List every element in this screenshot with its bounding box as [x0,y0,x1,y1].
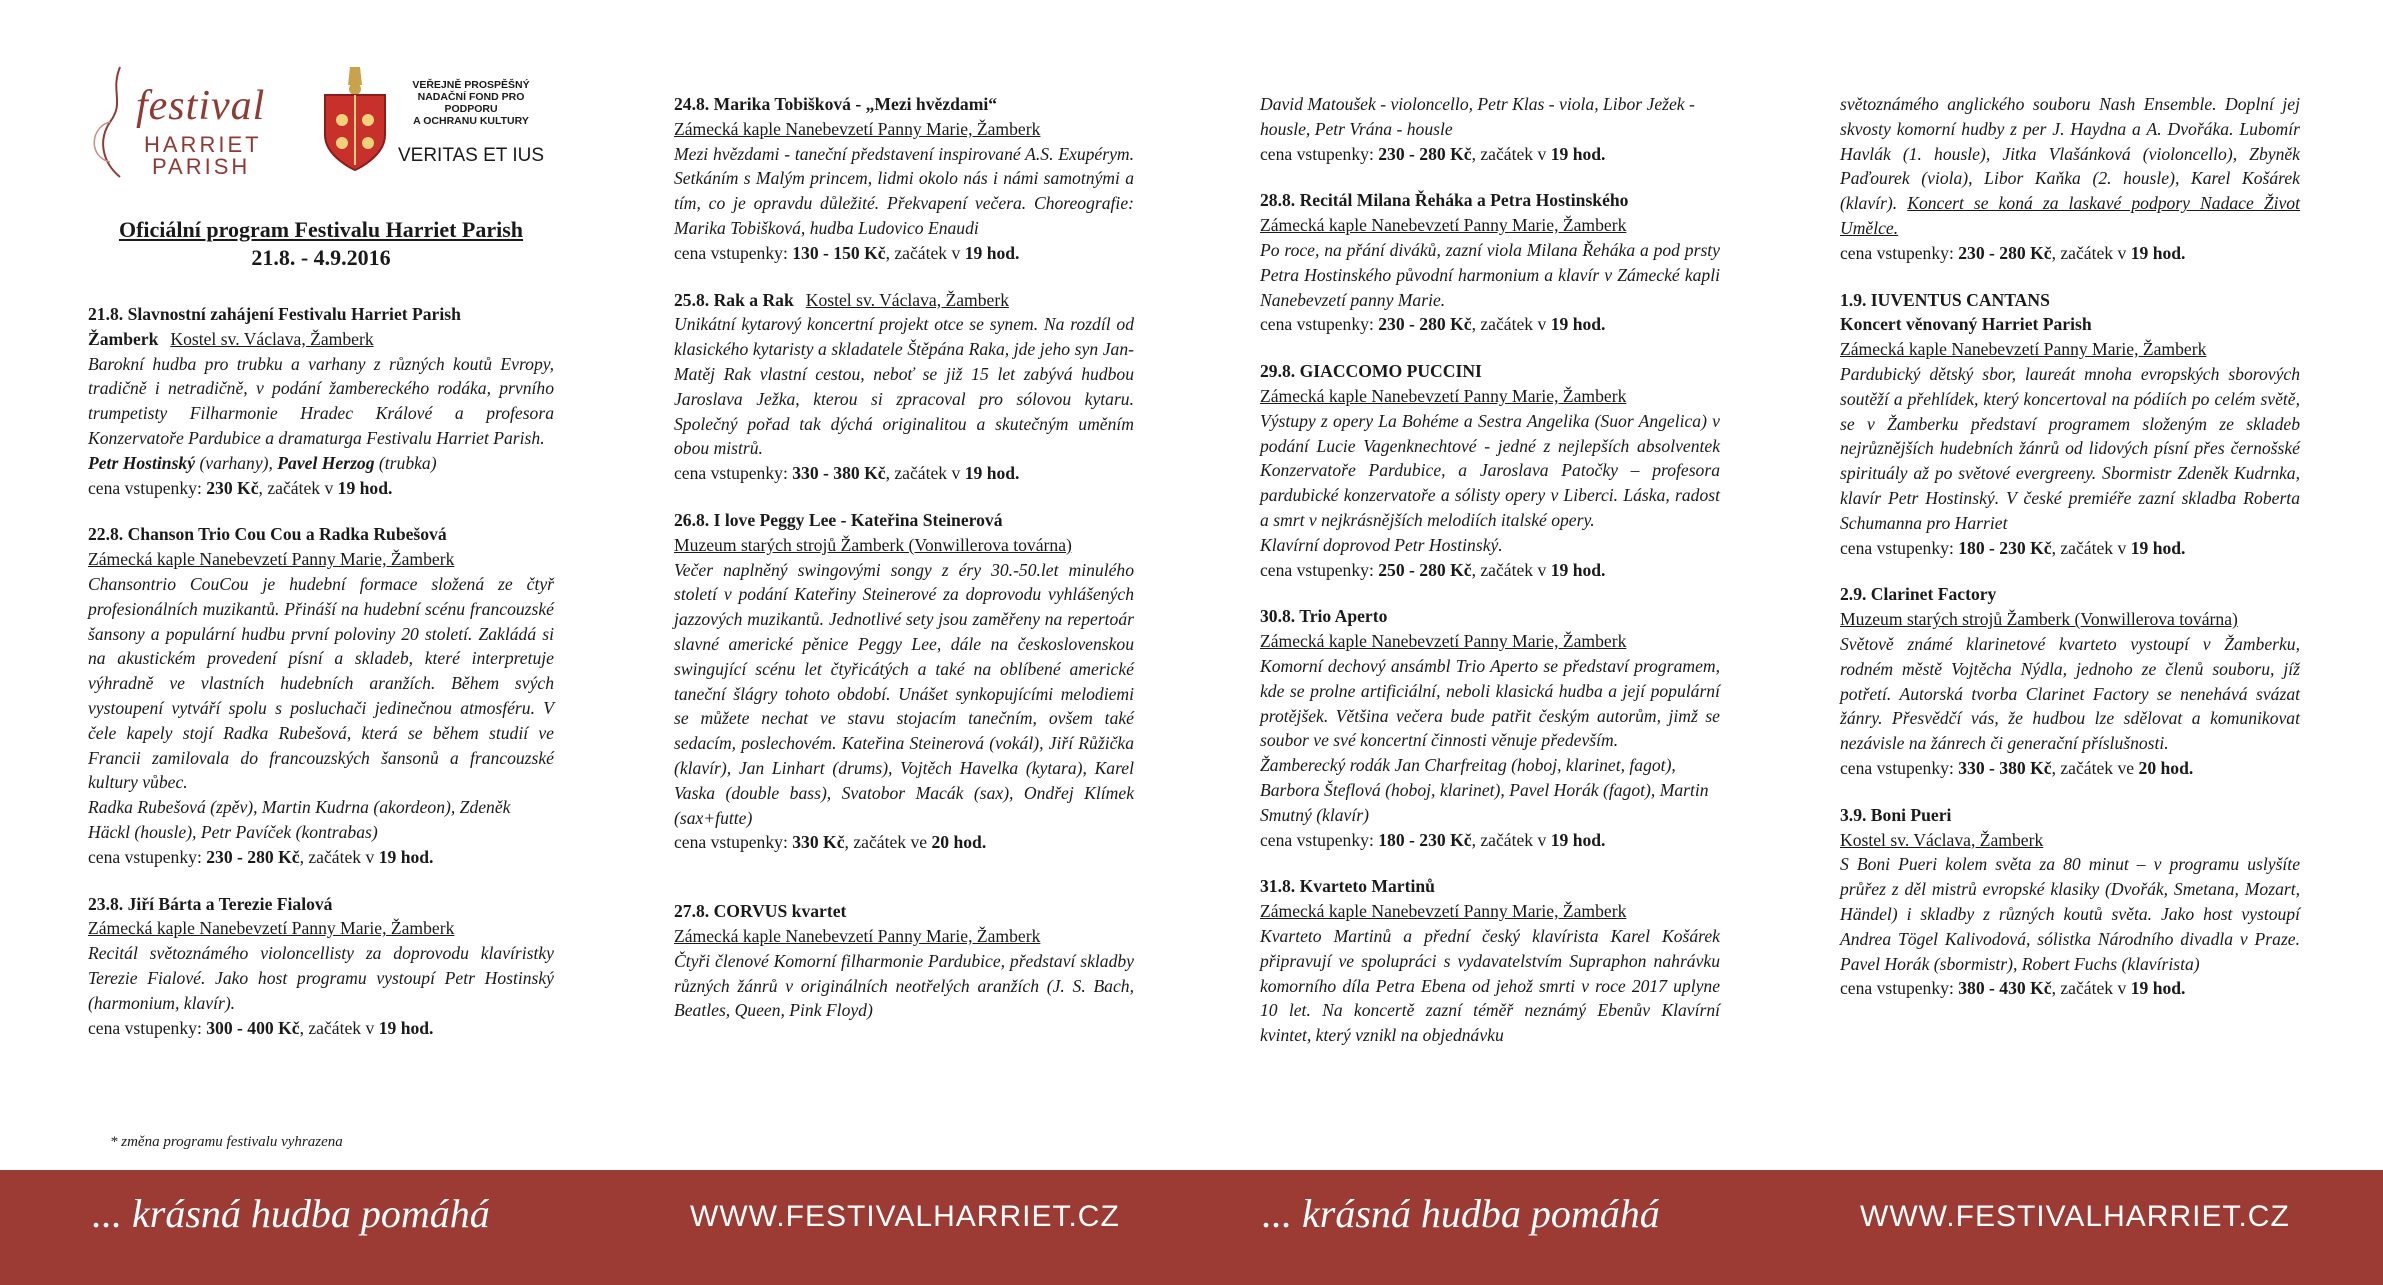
event-title: 25.8. Rak a Rak Kostel sv. Václava, Žamberk [674,289,1010,310]
event-description: Večer naplněný swingovými songy z éry 30.-50.let minulého století v podání Kateřiny Steinerové za doprovodu vyhlášených jazzových muzikantů. Jednotlivé sety jsou zaměřeny na repertoár slavné americké pěnice Peggy Lee, dále na československou swingující scénu let čtyřicátých a také na oblíbené americké taneční šlágry tohoto období. Unášet synkopujícími melodiemi se můžete nechat ve stavu stojacím tanečním, ovšem také sedacím, poslechovém. Kateřina Steinerová (vokál), Jiří Růžička (klavír), Jan Linhart (drums), Vojtěch Havelka (kytara), Karel Vaska (double bass), Svatobor Macák (sax), Ondřej Klímek (sax+futte) [674,559,1134,828]
program-dates: 21.8. - 4.9.2016 [251,245,391,270]
event-venue: Zámecká kaple Nanebevzetí Panny Marie, Žamberk [674,118,1041,139]
festival-logo [80,62,270,182]
event-price: cena vstupenky: 230 - 280 Kč, začátek v 19 hod. [1260,314,1606,335]
footer-slogan-left: ... krásná hudba pomáhá [92,1191,490,1236]
event-performers: David Matoušek - violoncello, Petr Klas - viola, Libor Ježek - housle, Petr Vrána - housle [1260,94,1695,139]
event-31-8-cont [1840,92,2300,266]
event-price: cena vstupenky: 300 - 400 Kč, začátek v 19 hod. [88,1017,434,1038]
event-title-2: Žamberk Kostel sv. Václava, Žamberk [88,328,374,349]
column-3 [1260,92,1720,1070]
column-2 [674,92,1134,1045]
event-description: Výstupy z opery La Bohéme a Sestra Angelika (Suor Angelica) v podání Lucie Vagenknechtové - jedné z nejlepších absolventek Konzervatoře Pardubice, a Jaroslava Patočky – profesora pardubické konzervatoře a sólisty opery v Liberci. Láska, radost a smrt v nejkrásnějších melodiích italské opery. [1260,410,1720,530]
footnote: * změna programu festivalu vyhrazena [110,1134,343,1150]
event-description: S Boni Pueri kolem světa za 80 minut – v programu uslyšíte průřez z děl mistrů evropské klasiky (Dvořák, Smetana, Mozart, Händel) i skladby z různých koutů světa. Jako host vystoupí Andrea Tögel Kalivodová, sólistka Národního divadla v Praze. Pavel Horák (sbormistr), Robert Fuchs (klavírista) [1840,854,2300,974]
event-22-8 [88,522,554,869]
veritas-line-3: A OCHRANU KULTURY [413,115,529,127]
event-price: cena vstupenky: 330 - 380 Kč, začátek v 19 hod. [674,463,1020,484]
veritas-line-1: VEŘEJNĚ PROSPĚŠNÝ [412,79,530,91]
event-title: 24.8. Marika Tobišková - „Mezi hvězdami“ [674,94,998,114]
event-price: cena vstupenky: 330 - 380 Kč, začátek ve 20 hod. [1840,757,2194,778]
event-description: Komorní dechový ansámbl Trio Aperto se představí programem, kde se prolne artificiální, neboli klasická hudba a její populární protějšek. Většina večera bude patřit českým autorům, jimž se soubor ve své koncertní činnosti věnuje především. [1260,655,1720,751]
event-price: cena vstupenky: 330 Kč, začátek ve 20 hod. [674,832,987,853]
event-price: cena vstupenky: 230 - 280 Kč, začátek v 19 hod. [1840,242,2186,263]
event-venue: Zámecká kaple Nanebevzetí Panny Marie, Žamberk [1260,901,1627,922]
footer-url-left[interactable]: WWW.FESTIVALHARRIET.CZ [690,1200,1120,1233]
event-description: Unikátní kytarový koncertní projekt otce se synem. Na rozdíl od klasického kytaristy a skladatele Štěpána Raka, jde jeho syn Jan-Matěj Rak vlastní cestou, neboť se již 15 let zabývá hudbou Jaroslava Ježka, kterou si zpracoval pro sólovou kytaru. Společný pořad tak dýchá originalitou a skutečným uměním obou mistrů. [674,314,1134,459]
event-price: cena vstupenky: 230 - 280 Kč, začátek v 19 hod. [1260,143,1606,164]
event-title: 2.9. Clarinet Factory [1840,584,1997,605]
coat-of-arms-icon [320,65,390,175]
event-description: Čtyři členové Komorní filharmonie Pardubice, představí skladby různých žánrů v originálních neotřelých aranžích (J. S. Bach, Beatles, Queen, Pink Floyd) [674,950,1134,1021]
veritas-logo [320,65,560,175]
event-description: Recitál světoznámého violoncellisty za doprovodu klavíristky Terezie Fialové. Jako host programu vystoupí Petr Hostinský (harmonium, klavír). [88,943,554,1013]
festival-harriet: HARRIET [144,132,262,157]
event-price: cena vstupenky: 230 - 280 Kč, začátek v 19 hod. [88,846,434,867]
event-23-8 [88,892,554,1041]
event-price: cena vstupenky: 180 - 230 Kč, začátek v 19 hod. [1260,829,1606,850]
event-title: 22.8. Chanson Trio Cou Cou a Radka Rubešová [88,524,447,545]
event-title: 30.8. Trio Aperto [1260,606,1388,627]
event-3-9 [1840,803,2300,1001]
event-29-8 [1260,359,1720,582]
event-venue: Zámecká kaple Nanebevzetí Panny Marie, Žamberk [1260,215,1627,236]
event-27-8-cont [1260,92,1720,166]
event-30-8 [1260,604,1720,852]
event-price: cena vstupenky: 380 - 430 Kč, začátek v 19 hod. [1840,978,2186,999]
event-1-9 [1840,288,2300,561]
violin-icon [80,62,140,182]
event-venue: Zámecká kaple Nanebevzetí Panny Marie, Žamberk [1260,385,1627,406]
event-25-8 [674,288,1134,486]
event-2-9 [1840,582,2300,780]
event-subtitle: Koncert věnovaný Harriet Parish [1840,314,2092,335]
festival-word: festival [136,83,266,129]
footer-slogan-right: ... krásná hudba pomáhá [1262,1191,1660,1236]
veritas-line-2: NADAČNÍ FOND PRO PODPORU [417,91,525,115]
event-title: 28.8. Recitál Milana Řeháka a Petra Hostinského [1260,190,1629,211]
festival-parish: PARISH [152,154,251,179]
event-description: Barokní hudba pro trubku a varhany z různých koutů Evropy, tradičně i netradičně, v podání žambereckého rodáka, prvního trumpetisty Filharmonie Hradec Králové a profesora Konzervatoře Pardubice a dramaturga Festivalu Harriet Parish. [88,353,554,448]
event-title: 29.8. GIACCOMO PUCCINI [1260,361,1482,382]
event-31-8 [1260,874,1720,1048]
footer-url-right[interactable]: WWW.FESTIVALHARRIET.CZ [1860,1200,2290,1233]
event-title: 27.8. CORVUS kvartet [674,901,847,922]
event-performers: Petr Hostinský (varhany), Pavel Herzog (trubka) [88,452,437,473]
event-venue: Zámecká kaple Nanebevzetí Panny Marie, Žamberk [88,549,455,570]
event-26-8 [674,508,1134,855]
event-price: cena vstupenky: 180 - 230 Kč, začátek v 19 hod. [1840,537,2186,558]
event-28-8 [1260,188,1720,337]
event-venue: Muzeum starých strojů Žamberk (Vonwillerova továrna) [674,534,1072,555]
event-venue: Kostel sv. Václava, Žamberk [805,289,1010,310]
column-4 [1840,92,2300,1023]
event-description: Světově známé klarinetové kvarteto vystoupí v Žamberku, rodném městě Vojtěcha Nýdla, jednoho ze členů souboru, jíž potřetí. Autorská tvorba Clarinet Factory se nenehává svázat žánry. Přesvědčí vás, že hudbou lze sdělovat a komunikovat nezávisle na žánrech či generační příslušnosti. [1840,633,2300,754]
event-description: Mezi hvězdami - taneční představení inspirované A.S. Exupérym. Setkáním s Malým princem, lidmi okolo nás i námi samotnými a tím, co je opravdu důležité. Překvapení večera. Choreografie: Marika Tobišková, hudba Ludovico Enaudi [674,143,1134,238]
veritas-subtitle [396,79,546,127]
event-venue: Zámecká kaple Nanebevzetí Panny Marie, Žamberk [1840,339,2207,360]
event-venue: Kostel sv. Václava, Žamberk [170,328,374,349]
event-title: 26.8. I love Peggy Lee - Kateřina Steinerová [674,509,1003,530]
event-performers: Žamberecký rodák Jan Charfreitag (hoboj, klarinet, fagot), Barbora Šteflová (hoboj, klarinet), Pavel Horák (fagot), Martin Smutný (klavír) [1260,755,1709,825]
event-title: 21.8. Slavnostní zahájení Festivalu Harriet Parish [88,304,461,324]
event-venue: Zámecká kaple Nanebevzetí Panny Marie, Žamberk [88,918,455,939]
event-venue: Zámecká kaple Nanebevzetí Panny Marie, Žamberk [674,925,1041,946]
program-title [88,216,554,272]
event-title: 31.8. Kvarteto Martinů [1260,876,1435,897]
event-description: Kvarteto Martinů a přední český klavírista Karel Košárek připravují ve spolupráci s vydavatelstvím Supraphon nahrávku komorního díla Petra Ebena od jehož smrti v roce 2017 uplyne 10 let. Na koncertě zazní téměř neznámý Ebenův Klavírní kvintet, který vznikl na objednávku [1260,925,1720,1046]
event-title: 3.9. Boni Pueri [1840,804,1952,825]
event-title: 1.9. IUVENTUS CANTANS [1840,289,2050,310]
column-1 [88,302,554,1062]
event-price: cena vstupenky: 130 - 150 Kč, začátek v 19 hod. [674,242,1020,263]
event-price: cena vstupenky: 230 Kč, začátek v 19 hod. [88,477,393,498]
event-venue: Zámecká kaple Nanebevzetí Panny Marie, Žamberk [1260,631,1627,652]
event-title: 23.8. Jiří Bárta a Terezie Fialová [88,893,333,914]
event-venue: Kostel sv. Václava, Žamberk [1840,829,2044,850]
event-description: Chansontrio CouCou je hudební formace složená ze čtyř profesionálních muzikantů. Přináší na hudební scénu francouzské šansony a populární hudbu první poloviny 20 století. Zakládá si na akustickém provedení písní a skladeb, které interpretuje výhradně ve vlastních hudebních aranžích. Během svých vystoupení vytváří spolu s posluchači jedinečnou atmosféru. V čele kapely stojí Radka Rubešová, která se během studií ve Francii zamilovala do francouzských šansonů a francouzské kultury vůbec. [88,573,554,793]
event-performers: Klavírní doprovod Petr Hostinský. [1260,534,1503,555]
event-venue: Muzeum starých strojů Žamberk (Vonwillerova továrna) [1840,609,2238,630]
event-description: světoznámého anglického souboru Nash Ensemble. Doplní jej skvosty komorní hudby z per J. Haydna a A. Dvořáka. Lubomír Havlák (1. housle), Jitka Vlašánková (violoncello), Zbyněk Paďourek (viola), Libor Kaňka (2. housle), Karel Košárek (klavír). Koncert se koná za laskavé podpory Nadace Život Umělce. [1840,94,2300,238]
event-description: Po roce, na přání diváků, zazní viola Milana Řeháka a pod prsty Petra Hostinského původní harmonium a klavír v Zámecké kapli Nanebevzetí panny Marie. [1260,239,1720,310]
program-title-text: Oficiální program Festivalu Harriet Parish [118,217,524,242]
event-24-8 [674,92,1134,266]
event-performers: Radka Rubešová (zpěv), Martin Kudrna (akordeon), Zdeněk Häckl (housle), Petr Pavíček (kontrabas) [88,797,511,842]
event-27-8 [674,899,1134,1023]
event-price: cena vstupenky: 250 - 280 Kč, začátek v 19 hod. [1260,559,1606,580]
event-note: Koncert se koná za laskavé podpory Nadace Život Umělce. [1840,193,2300,238]
event-21-8 [88,302,554,500]
veritas-name: VERITAS ET IUS [397,145,545,166]
event-description: Pardubický dětský sbor, laureát mnoha evropských sborových soutěží a přehlídek, který koncertoval na pódiích po celém světě, se v Žamberku představí programem složeným ze skladeb nejrůznějších hudebních žánrů od lidových písní přes černošské spirituály až po světové evergreeny. Sbormistr Zdeněk Kudrnka, klavír Petr Hostinský. V české premiéře zazní skladba Roberta Schumanna pro Harriet [1840,363,2300,533]
